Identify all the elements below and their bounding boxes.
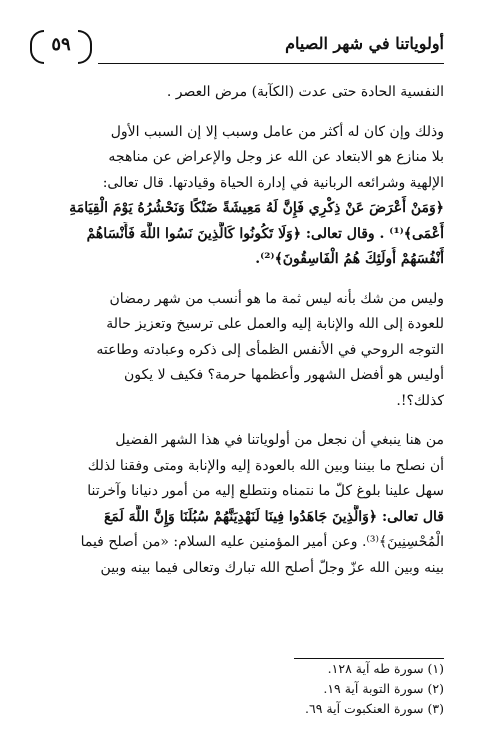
quran-verse-line: ﴿وَمَنْ أَعْرَضَ عَنْ ذِكْرِي فَإِنَّ لَهُ مَعِيشَةً ضَنْكًا وَنَحْشُرُهُ يَوْمَ الْقِيَامَةِ (69, 200, 444, 216)
text-line: أوليس هو أفضل الشهور وأعظمها حرمة؟ فكيف لا يكون (123, 367, 444, 383)
header-rule (98, 63, 444, 64)
page-body (38, 80, 444, 581)
footnote-3: (٣) سورة العنكبوت آية ٦٩. (305, 701, 444, 716)
text-line: سهل علينا بلوغ كلّ ما نتمناه ونتطلع إليه من أمور دنيانا وآخرتنا (87, 483, 444, 499)
text-line: بلا منازع هو الابتعاد عن الله عز وجل والإعراض عن مناهجه (108, 149, 444, 165)
text-line: من هنا ينبغي أن نجعل من أولوياتنا في هذا الشهر الفضيل (115, 432, 444, 448)
text-line: بينه وبين الله عزّ وجلّ أصلح الله تبارك وتعالى فيما بينه وبين (100, 559, 444, 576)
text-line: أن نصلح ما بيننا وبين الله بالعودة إليه والإنابة ومتى وفقنا لذلك (87, 457, 444, 474)
quran-verse-line: أَنْفُسَهُمْ أُولَئِكَ هُمُ الْفَاسِقُونَ﴾⁽²⁾. (255, 251, 444, 267)
text-line: للعودة إلى الله والإنابة إليه والعمل على ترسيخ وتعزيز حالة (106, 316, 444, 332)
page-number: ٥٩ (36, 30, 86, 62)
footnotes (38, 658, 444, 719)
text-line: الإلهية وشرائعه الربانية في إدارة الحياة وقيادتها. قال تعالى: (102, 174, 444, 191)
text-line: الْمُحْسِنِينَ﴾⁽³⁾. وعن أمير المؤمنين عليه السلام: «من أصلح فيما (80, 534, 444, 550)
paragraph-4 (38, 428, 444, 581)
footnote-1: (١) سورة طه آية ١٢٨. (327, 661, 444, 676)
quran-verse-line: أَعْمَى﴾⁽¹⁾ . وقال تعالى: ﴿وَلَا تَكُونُوا كَالَّذِينَ نَسُوا اللَّهَ فَأَنْسَاهُمْ (86, 225, 444, 242)
text-line: التوجه الروحي في الأنفس الظمأى إلى ذكره وعبادته وطاعته (96, 341, 444, 358)
text-line: وليس من شك بأنه ليس ثمة ما هو أنسب من شهر رمضان (109, 290, 444, 307)
text-line: النفسية الحادة حتى عدت (الكآبة) مرض العصر . (166, 84, 444, 100)
text-line: وذلك وإن كان له أكثر من عامل وسبب إلا إن السبب الأول (110, 123, 444, 140)
running-title: أولوياتنا في شهر الصيام (285, 34, 444, 53)
footnote-2: (٢) سورة التوبة آية ١٩. (323, 681, 444, 696)
text-line: كذلك؟!. (396, 392, 444, 409)
page-header (36, 28, 444, 68)
quran-verse-line: قال تعالى: ﴿وَالَّذِينَ جَاهَدُوا فِينَا لَنَهْدِيَنَّهُمْ سُبُلَنَا وَإِنَّ اللَّهَ لَمَعَ (103, 508, 444, 525)
paragraph-1 (38, 80, 444, 106)
paragraph-2 (38, 120, 444, 273)
paragraph-3 (38, 287, 444, 415)
